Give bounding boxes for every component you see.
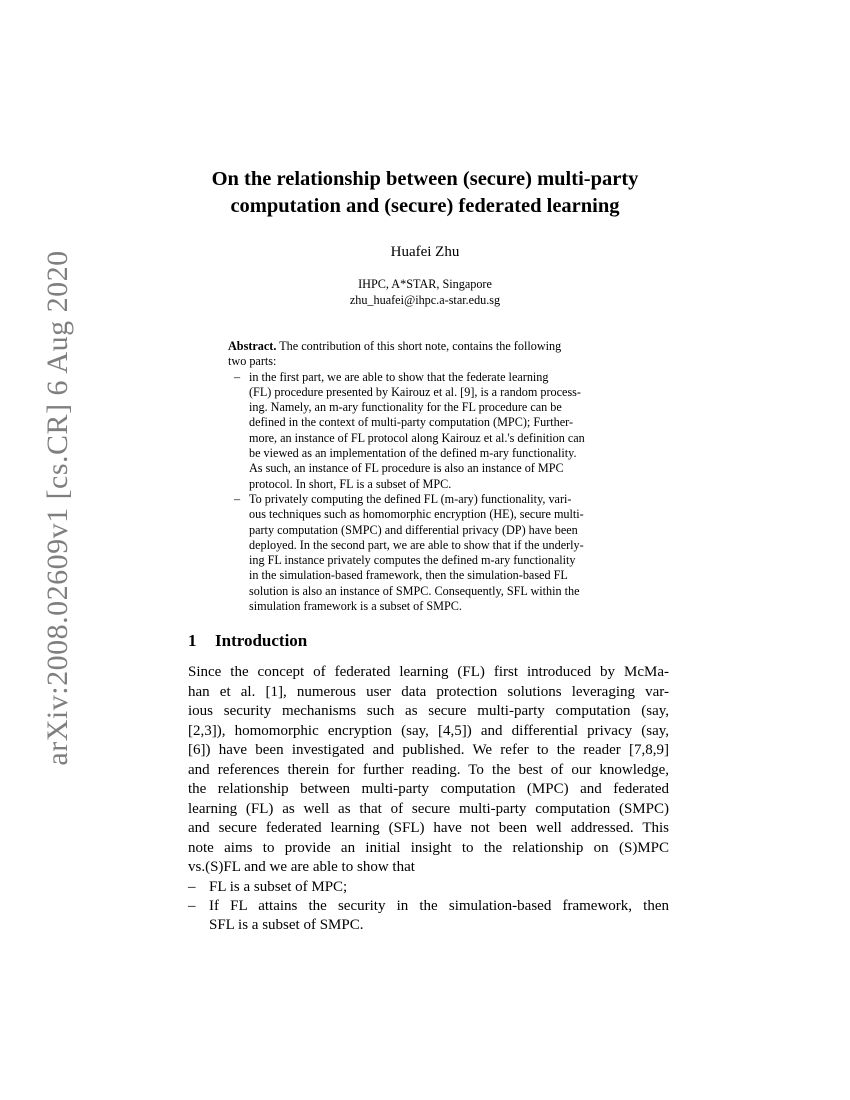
abstract-item-line: solution is also an instance of SMPC. Consequently, SFL within the xyxy=(249,583,580,598)
list-item xyxy=(188,897,669,935)
section-number: 1 xyxy=(188,631,197,650)
paragraph-line: ious security mechanisms such as secure multi-party computation (say, xyxy=(188,703,669,719)
abstract-list-item xyxy=(228,492,630,614)
list-dash: – xyxy=(234,491,241,506)
list-item-line: If FL attains the security in the simulation-based framework, then xyxy=(209,898,669,914)
abstract-item-line: simulation framework is a subset of SMPC. xyxy=(249,599,462,614)
paragraph-line: and secure federated learning (SFL) have not been well addressed. This xyxy=(188,820,669,836)
paragraph-line: and references therein for further reading. To the best of our knowledge, xyxy=(188,761,669,778)
section-title: Introduction xyxy=(215,631,308,650)
abstract-item-line: To privately computing the defined FL (m-ary) functionality, vari- xyxy=(249,491,572,506)
abstract-item-line: in the first part, we are able to show that the federate learning xyxy=(249,369,549,384)
abstract-item-line: ing FL instance privately computes the defined m-ary functionality xyxy=(249,553,576,568)
abstract-item-line: protocol. In short, FL is a subset of MPC. xyxy=(249,476,452,491)
abstract-item-line: more, an instance of FL protocol along Kairouz et al.'s definition can xyxy=(249,430,585,445)
author-affiliation xyxy=(150,276,700,308)
paragraph-line: vs.(S)FL and we are able to show that xyxy=(188,859,415,875)
abstract xyxy=(228,339,630,614)
introduction-paragraph xyxy=(188,663,669,878)
list-dash: – xyxy=(234,369,241,384)
abstract-line xyxy=(228,339,630,354)
abstract-item-line: party computation (SMPC) and differential privacy (DP) have been xyxy=(249,522,578,537)
abstract-item-line: ing. Namely, an m-ary functionality for the FL procedure can be xyxy=(249,400,562,415)
paper-title xyxy=(150,166,700,220)
author-name: Huafei Zhu xyxy=(390,244,460,260)
paper-title-line-2: computation and (secure) federated learning xyxy=(230,195,620,217)
affiliation-email: zhu_huafei@ihpc.a-star.edu.sg xyxy=(349,293,501,307)
paragraph-line: [2,3]), homomorphic encryption (say, [4,5]) and differential privacy (say, xyxy=(188,722,669,739)
abstract-line: two parts: xyxy=(228,354,277,369)
paragraph-line: learning (FL) as well as that of secure multi-party computation (SMPC) xyxy=(188,800,669,817)
abstract-item-line: (FL) procedure presented by Kairouz et al. [9], is a random process- xyxy=(249,384,581,399)
abstract-item-line: defined in the context of multi-party computation (MPC); Further- xyxy=(249,415,574,430)
list-dash: – xyxy=(188,879,196,895)
paragraph-line: [6]) have been investigated and published. We refer to the reader [7,8,9] xyxy=(188,742,669,758)
abstract-item-line: be viewed as an implementation of the defined m-ary functionality. xyxy=(249,446,577,461)
introduction-list xyxy=(188,878,669,935)
paragraph-line: han et al. [1], numerous user data protection solutions leveraging var- xyxy=(188,683,669,700)
paper-title-line-1: On the relationship between (secure) multi-party xyxy=(211,168,639,190)
abstract-item-line: in the simulation-based framework, then the simulation-based FL xyxy=(249,568,568,583)
abstract-list-item xyxy=(228,370,630,492)
abstract-intro-text: The contribution of this short note, contains the following xyxy=(279,339,562,353)
affiliation-institution: IHPC, A*STAR, Singapore xyxy=(358,277,492,291)
list-item-line: SFL is a subset of SMPC. xyxy=(209,917,364,933)
list-item-line: FL is a subset of MPC; xyxy=(209,879,348,895)
arxiv-identifier-stamp: arXiv:2008.02609v1 [cs.CR] 6 Aug 2020 xyxy=(41,250,74,766)
list-item xyxy=(188,878,669,897)
list-dash: – xyxy=(188,898,196,914)
abstract-item-line: As such, an instance of FL procedure is also an instance of MPC xyxy=(249,461,564,476)
section-heading-introduction xyxy=(188,631,307,651)
paragraph-line: the relationship between multi-party computation (MPC) and federated xyxy=(188,781,669,797)
abstract-item-line: ous techniques such as homomorphic encryption (HE), secure multi- xyxy=(249,507,584,522)
abstract-item-line: deployed. In the second part, we are able to show that if the underly- xyxy=(249,537,584,552)
paragraph-line: note aims to provide an initial insight to the relationship on (S)MPC xyxy=(188,839,669,856)
paragraph-line: Since the concept of federated learning (FL) first introduced by McMa- xyxy=(188,664,669,680)
abstract-label: Abstract. xyxy=(228,339,277,353)
